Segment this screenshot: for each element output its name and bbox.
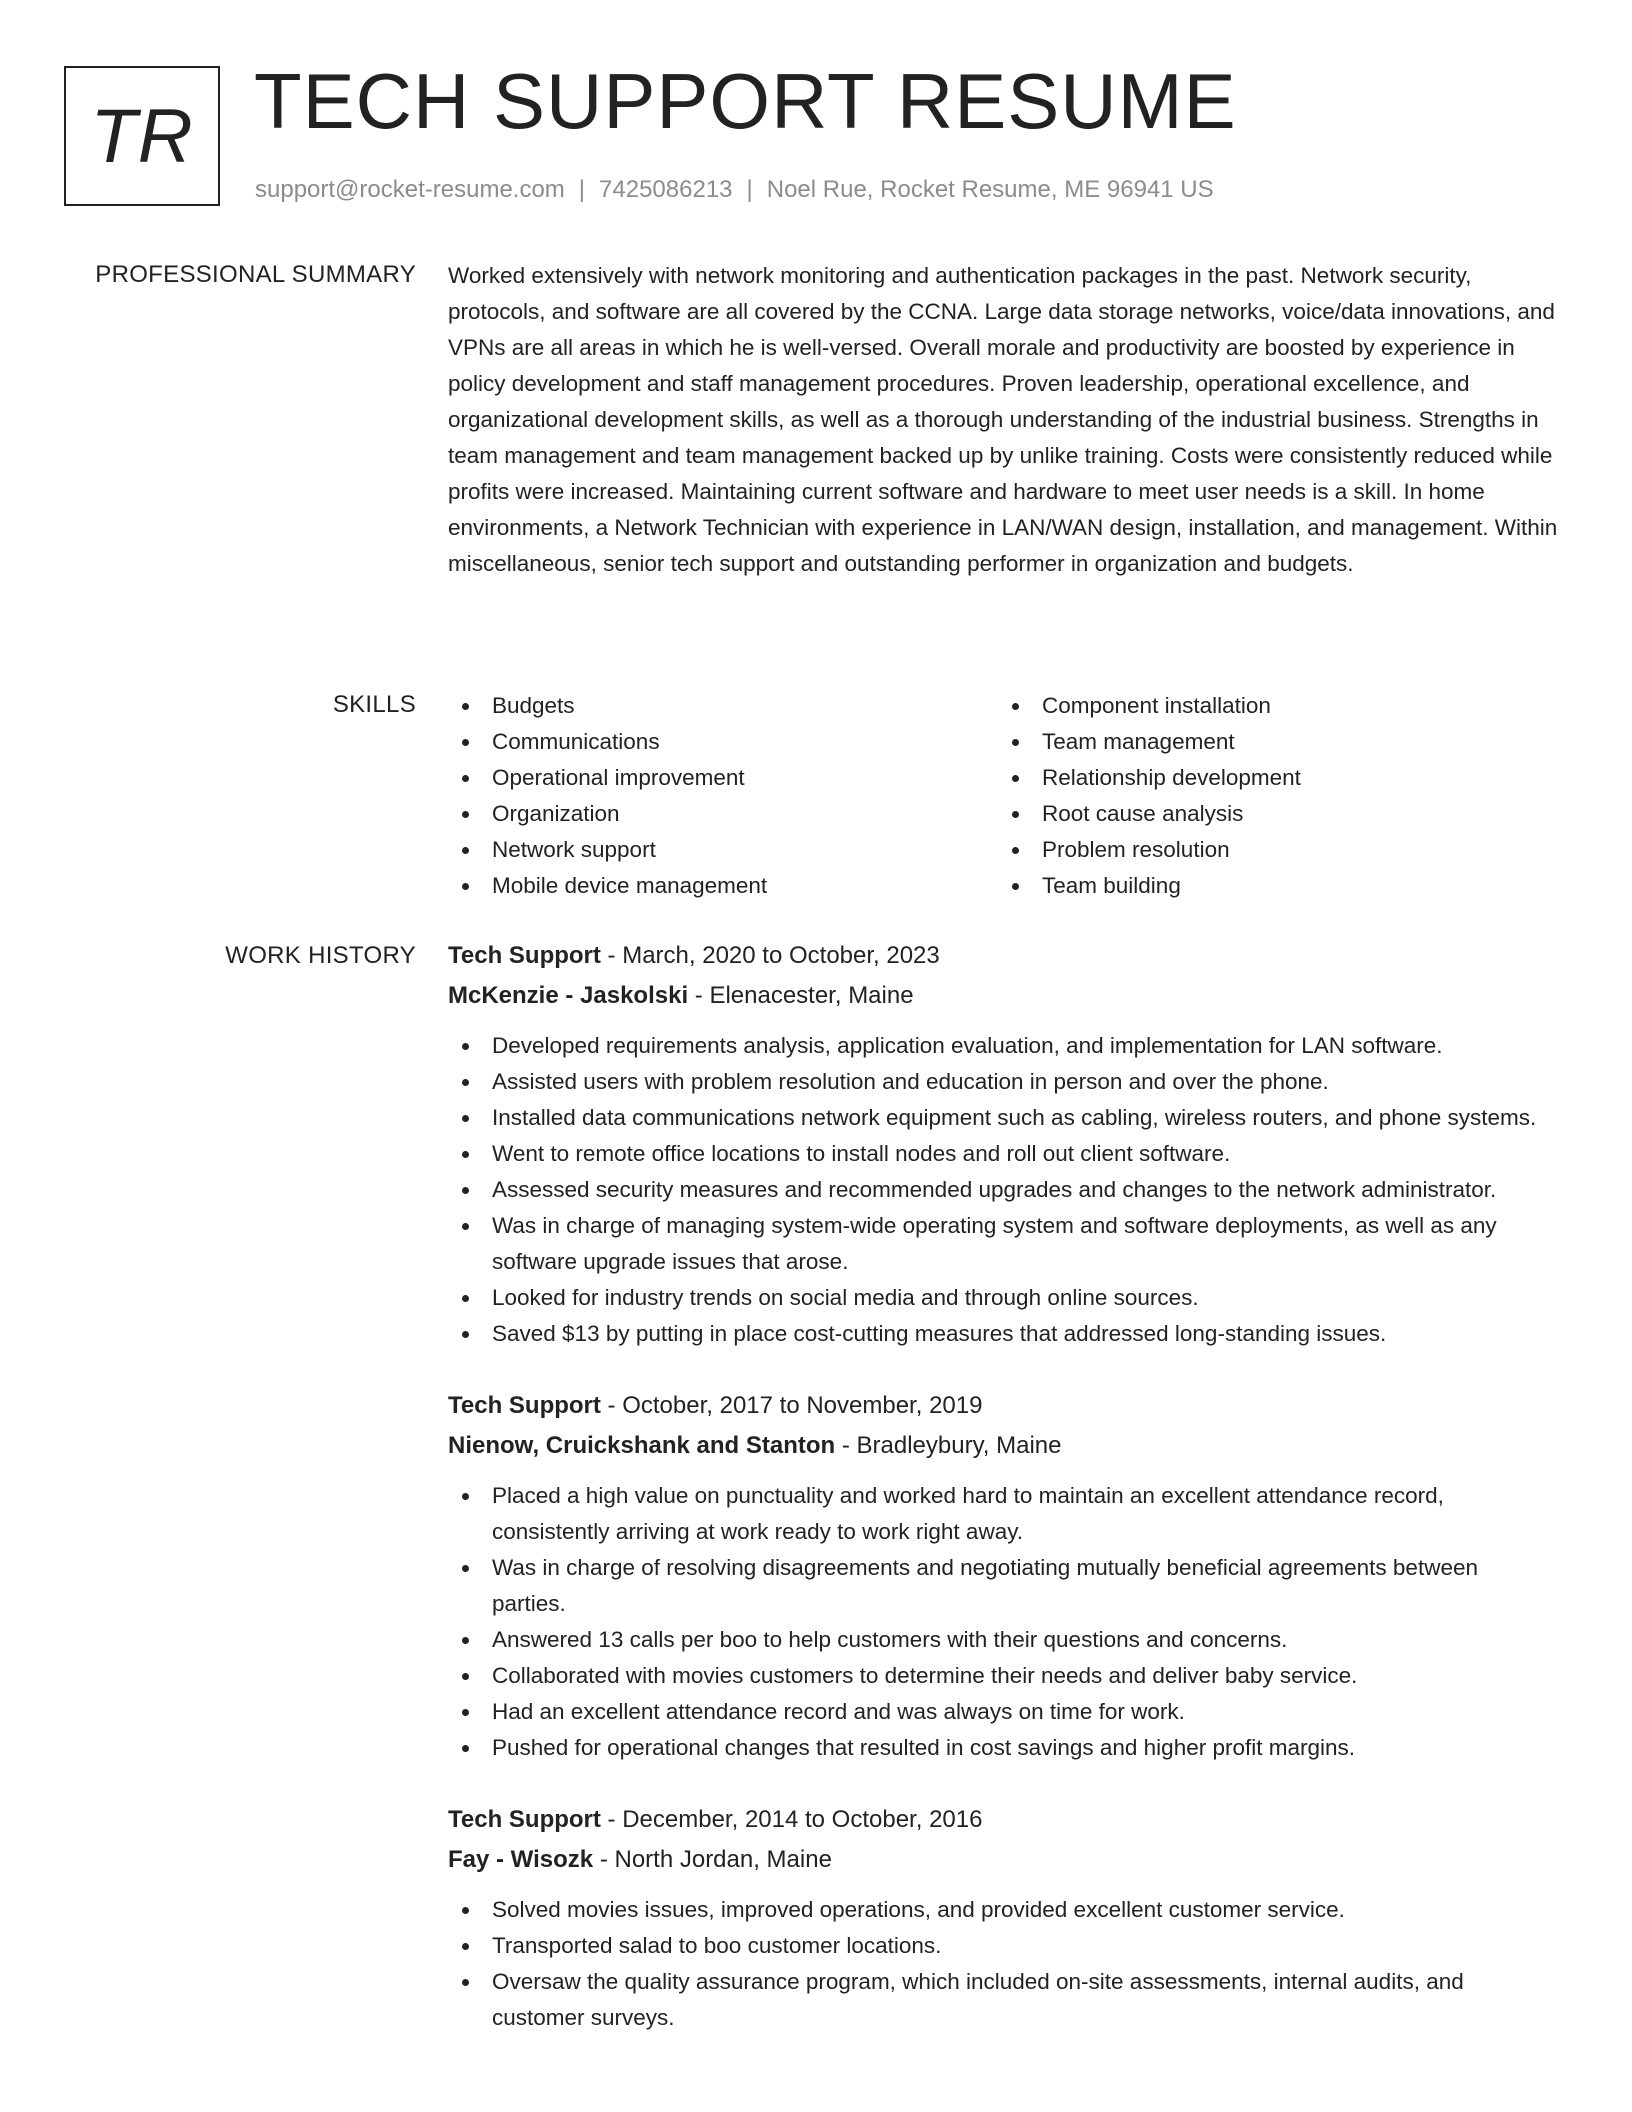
- contact-phone: 7425086213: [599, 176, 733, 203]
- skill-item: Component installation: [998, 688, 1548, 724]
- job-bullet: Was in charge of managing system-wide operating system and software deployments, as well as any software upgrade issues that arose.: [448, 1208, 1558, 1280]
- job-bullet: Pushed for operational changes that resulted in cost savings and higher profit margins.: [448, 1730, 1558, 1766]
- job-bullet: Collaborated with movies customers to determine their needs and deliver baby service.: [448, 1658, 1558, 1694]
- job-bullet: Assessed security measures and recommended upgrades and changes to the network administrator.: [448, 1172, 1558, 1208]
- job-bullet: Oversaw the quality assurance program, which included on-site assessments, internal audits, and customer surveys.: [448, 1964, 1558, 2036]
- skill-item: Budgets: [448, 688, 998, 724]
- skills-list-left: [448, 688, 998, 904]
- contact-separator: |: [578, 176, 586, 203]
- job-bullet: Had an excellent attendance record and was always on time for work.: [448, 1694, 1558, 1730]
- monogram-box: [64, 66, 220, 206]
- job-bullet: Saved $13 by putting in place cost-cutting measures that addressed long-standing issues.: [448, 1316, 1558, 1352]
- summary-text: Worked extensively with network monitoring and authentication packages in the past. Network security, protocols, and software are all covered by the CCNA. Large data storage networks, voice/data innovations, and VPNs are all areas in which he is well-versed. Overall morale and productivity are boosted by experience in policy development and staff management procedures. Proven leadership, operational excellence, and organizational development skills, as well as a thorough understanding of the industrial business. Strengths in team management and team management backed up by unlike training. Costs were consistently reduced while profits were increased. Maintaining current software and hardware to meet user needs is a skill. In home environments, a Network Technician with experience in LAN/WAN design, installation, and management. Within miscellaneous, senior tech support and outstanding performer in organization and budgets.: [448, 263, 1558, 576]
- skill-item: Relationship development: [998, 760, 1548, 796]
- job-bullet: Placed a high value on punctuality and worked hard to maintain an excellent attendance record, consistently arriving at work ready to work right away.: [448, 1478, 1558, 1550]
- job-title-line: [448, 1386, 1558, 1426]
- skills-body: [448, 688, 1558, 904]
- job-location: - North Jordan, Maine: [593, 1846, 832, 1873]
- contact-separator: |: [746, 176, 753, 203]
- skill-item: Problem resolution: [998, 832, 1548, 868]
- skills-grid: [448, 688, 1558, 904]
- skills-list-right: [998, 688, 1548, 904]
- job-dates: - March, 2020 to October, 2023: [600, 942, 940, 969]
- job-employer: Nienow, Cruickshank and Stanton: [448, 1432, 836, 1459]
- job-dates: - October, 2017 to November, 2019: [600, 1392, 983, 1419]
- monogram-initials: TR: [90, 93, 194, 179]
- summary-body: [448, 258, 1558, 582]
- job-employer-line: [448, 976, 1558, 1016]
- job-title: Tech Support: [448, 942, 601, 969]
- work-history-heading: WORK HISTORY: [225, 942, 416, 969]
- skill-item: Team management: [998, 724, 1548, 760]
- job-location: - Bradleybury, Maine: [835, 1432, 1062, 1459]
- skill-item: Team building: [998, 868, 1548, 904]
- skill-item: Network support: [448, 832, 998, 868]
- skill-item: Root cause analysis: [998, 796, 1548, 832]
- job-bullet: Solved movies issues, improved operations, and provided excellent customer service.: [448, 1892, 1558, 1928]
- job-bullet: Installed data communications network equipment such as cabling, wireless routers, and phone systems.: [448, 1100, 1558, 1136]
- job-bullet: Went to remote office locations to install nodes and roll out client software.: [448, 1136, 1558, 1172]
- work-history-body: [448, 936, 1558, 2070]
- job-bullet: Developed requirements analysis, application evaluation, and implementation for LAN software.: [448, 1028, 1558, 1064]
- job-title-line: [448, 936, 1558, 976]
- job-bullets: [448, 1478, 1558, 1766]
- skill-item: Communications: [448, 724, 998, 760]
- job-employer: Fay - Wisozk: [448, 1846, 594, 1873]
- job-bullet: Looked for industry trends on social media and through online sources.: [448, 1280, 1558, 1316]
- skills-heading: SKILLS: [332, 691, 416, 718]
- contact-email: support@rocket-resume.com: [255, 176, 565, 203]
- job-bullet: Transported salad to boo customer locations.: [448, 1928, 1558, 1964]
- job-bullet: Assisted users with problem resolution and education in person and over the phone.: [448, 1064, 1558, 1100]
- job-title: Tech Support: [448, 1806, 601, 1833]
- skill-item: Operational improvement: [448, 760, 998, 796]
- job-title: Tech Support: [448, 1392, 601, 1419]
- job-entry: [448, 936, 1558, 1352]
- job-entry: [448, 1386, 1558, 1766]
- contact-line: [255, 176, 1214, 204]
- job-employer-line: [448, 1840, 1558, 1880]
- resume-title: TECH SUPPORT RESUME: [254, 57, 1237, 145]
- job-entry: [448, 1800, 1558, 2036]
- skill-item: Mobile device management: [448, 868, 998, 904]
- job-bullets: [448, 1028, 1558, 1352]
- job-bullet: Answered 13 calls per boo to help customers with their questions and concerns.: [448, 1622, 1558, 1658]
- job-dates: - December, 2014 to October, 2016: [600, 1806, 983, 1833]
- contact-address: Noel Rue, Rocket Resume, ME 96941 US: [766, 176, 1214, 203]
- job-employer-line: [448, 1426, 1558, 1466]
- job-bullet: Was in charge of resolving disagreements and negotiating mutually beneficial agreements between parties.: [448, 1550, 1558, 1622]
- job-location: - Elenacester, Maine: [688, 982, 914, 1009]
- job-title-line: [448, 1800, 1558, 1840]
- job-employer: McKenzie - Jaskolski: [448, 982, 689, 1009]
- skill-item: Organization: [448, 796, 998, 832]
- summary-heading: PROFESSIONAL SUMMARY: [95, 261, 416, 288]
- job-bullets: [448, 1892, 1558, 2036]
